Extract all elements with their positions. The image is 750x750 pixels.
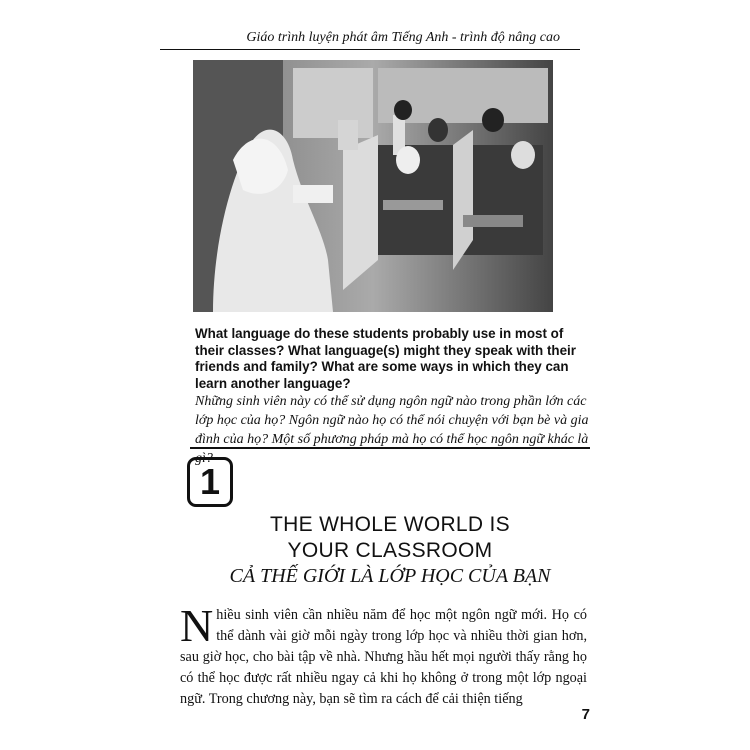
discussion-question-english: What language do these students probably use in most of their classes? What language(s) might they speak with their friends and family? What are some ways in which they can learn another language? [195, 326, 576, 391]
header-rule [160, 49, 580, 50]
chapter-title-line-1: THE WHOLE WORLD IS [270, 513, 510, 536]
section-divider [190, 447, 590, 449]
chapter-title-vietnamese: CẢ THẾ GIỚI LÀ LỚP HỌC CỦA BẠN [229, 565, 551, 587]
body-paragraph-text: hiều sinh viên cần nhiều năm để học một ngôn ngữ mới. Họ có thể dành vài giờ mỗi ngày trong lớp học và nhiều thời gian hơn, sau giờ học, cho bài tập về nhà. Nhưng hầu hết mọi người thấy rằng họ có thể học được rất nhiều ngay cả khi họ không ở trong một lớp ngoại ngữ. Trong chương này, bạn sẽ tìm ra cách để cải thiện tiếng [180, 607, 587, 707]
chapter-title-line-2: YOUR CLASSROOM [287, 539, 493, 562]
running-header: Giáo trình luyện phát âm Tiếng Anh - trình độ nâng cao [246, 30, 560, 45]
classroom-photo-icon [193, 60, 553, 312]
chapter-title-english [190, 512, 590, 564]
chapter-number: 1 [187, 457, 233, 507]
classroom-photo [193, 60, 553, 312]
body-paragraph [180, 600, 587, 710]
discussion-question-vietnamese: Những sinh viên này có thể sử dụng ngôn ngữ nào trong phần lớn các lớp học của họ? Ngôn ngữ nào họ có thể nói chuyện với bạn bè và gia đình của họ? Một số phương pháp mà họ có thể học ngôn ngữ khác là gì? [195, 394, 589, 466]
drop-cap: N [180, 600, 214, 651]
page-number: 7 [581, 706, 590, 723]
